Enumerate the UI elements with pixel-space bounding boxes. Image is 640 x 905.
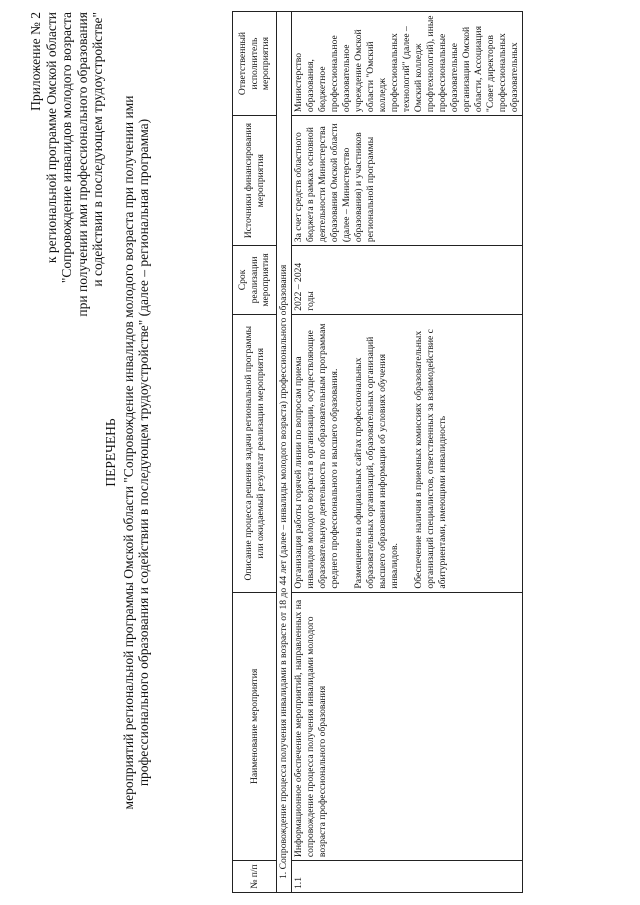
appendix-line: при получении ими профессионального образования — [74, 12, 90, 317]
title-heading: ПЕРЕЧЕНЬ — [103, 418, 118, 487]
header-executor: Ответственный исполнитель мероприятия — [233, 12, 277, 116]
header-source: Источники финансирования мероприятия — [233, 116, 277, 246]
appendix-line: "Сопровождение инвалидов молодого возраста — [59, 12, 74, 284]
row-name: Информационное обеспечение мероприятий, направленных на сопровождение процесса получения инвалидами молодого возраста профессионального образования — [292, 592, 523, 860]
section-cell — [277, 12, 292, 893]
row-period: 2022 – 2024 годы — [292, 246, 523, 315]
title-line: мероприятий региональной программы Омской области "Сопровождение инвалидов молодого возраста при получении ими — [120, 95, 136, 810]
appendix-heading — [28, 12, 106, 352]
description-paragraph: Размещение на официальных сайтах профессиональных образовательных организаций, образовательных организаций высшего образования информации об условиях обучения инвалидов. — [353, 336, 400, 589]
row-source: За счет средств областного бюджета в рамках основной деятельности Министерства образования Омской области (далее – Министерство образования) и участников региональной программы — [292, 116, 523, 246]
appendix-number: Приложение № 2 — [28, 12, 43, 111]
header-description: Описание процесса решения задачи региональной программы или ожидаемый результат реализации мероприятия — [233, 314, 277, 592]
header-num: № п/п — [233, 861, 277, 893]
header-name: Наименование мероприятия — [233, 592, 277, 860]
description-paragraph: Организация работы горячей линии по вопросам приема инвалидов молодого возраста в организации, осуществляющие образовательную деятельность по образовательным программам среднего профессионального и высшего образования. — [293, 323, 340, 589]
row-description — [292, 314, 523, 592]
row-executor: Министерство образования, бюджетное профессиональное образовательное учреждение Омской области "Омский колледж профессиональных технологий" (далее – Омский колледж профтехнологий), иные профессиональные образовательные организации Омской области, Ассоциация "Совет директоров профессиональных образовательных — [292, 12, 523, 116]
table-row — [292, 12, 523, 893]
document-title — [103, 0, 152, 905]
appendix-line: к региональной программе Омской области — [43, 12, 59, 264]
appendix-line: и содействии в последующем трудоустройстве" — [90, 12, 105, 287]
header-period: Срок реализации мероприятия — [233, 246, 277, 315]
section-title: 1. Сопровождение процесса получения инвалидами в возрасте от 18 до 44 лет (далее – инвалиды молодого возраста) профессионального образования — [278, 264, 289, 879]
measures-table — [232, 11, 523, 893]
table-header-row — [233, 12, 277, 893]
description-paragraph: Обеспечение наличия в приемных комиссиях образовательных организаций специалистов, ответственных за взаимодействие с абитуриентами, имеющими инвалидность — [413, 329, 448, 589]
row-num: 1.1 — [292, 861, 523, 893]
section-row — [277, 12, 292, 893]
title-line: профессионального образования и содействии в последующем трудоустройстве" (далее – региональная программа) — [136, 118, 151, 787]
